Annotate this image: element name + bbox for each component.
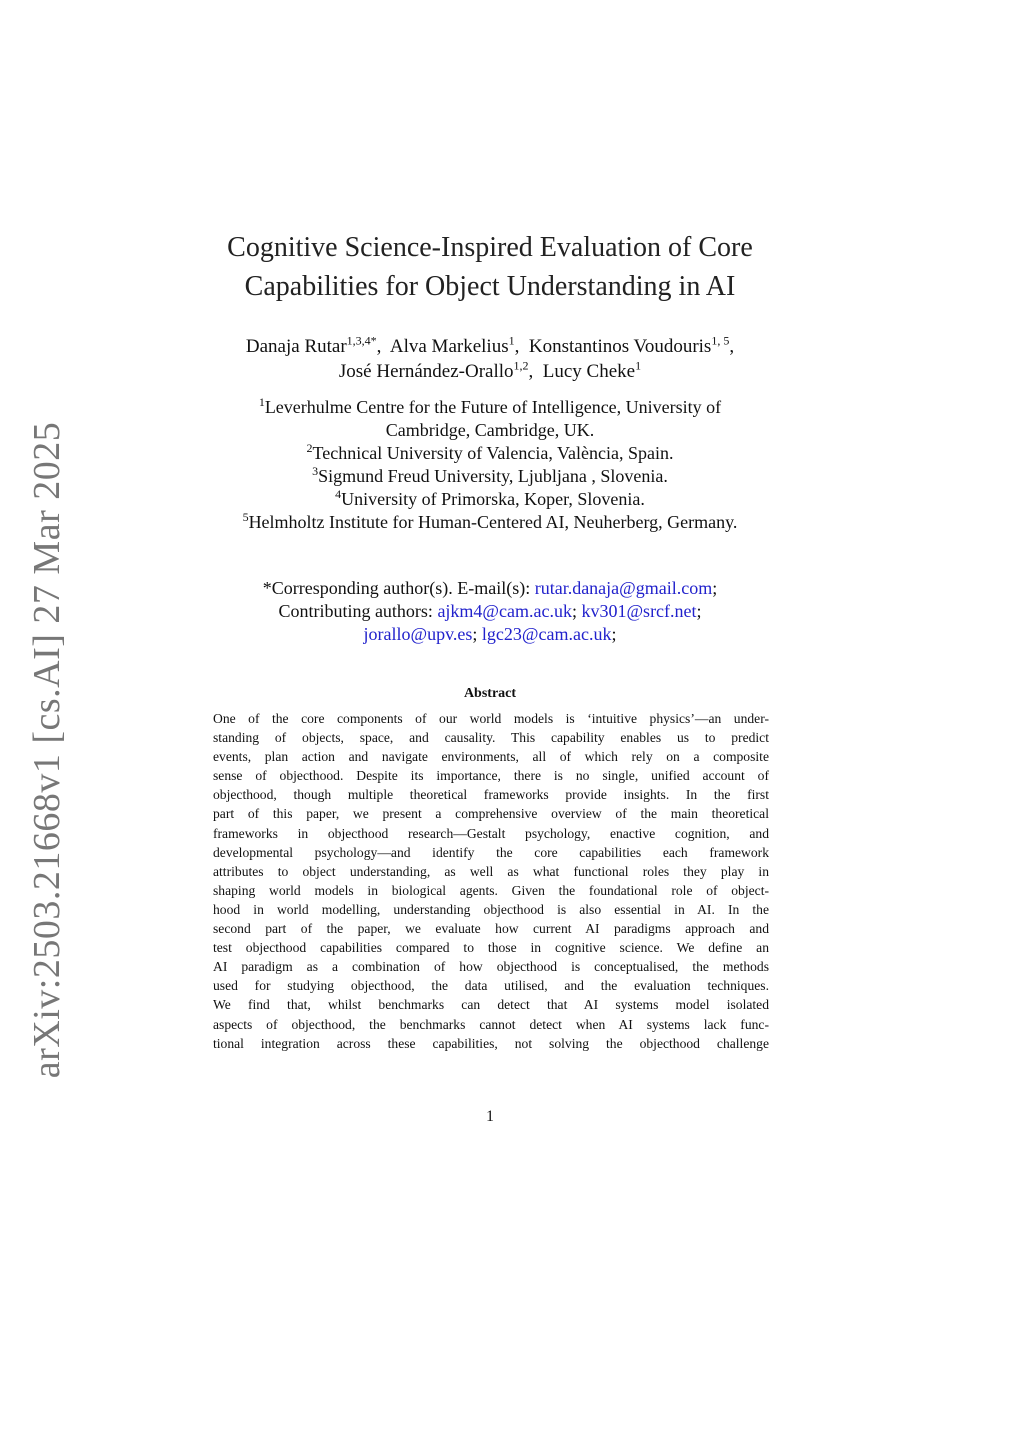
author-name: Lucy Cheke bbox=[542, 361, 636, 382]
contributing-line bbox=[140, 600, 840, 623]
author-affil-marker: 1 bbox=[635, 358, 642, 373]
page-number: 1 bbox=[486, 1108, 494, 1125]
separator: ; bbox=[712, 578, 718, 598]
arxiv-identifier: arXiv:2503.21668v1 [cs.AI] 27 Mar 2025 bbox=[26, 421, 68, 1079]
paper-title bbox=[140, 228, 840, 306]
abstract-line: We find that, whilst benchmarks can detect that AI systems model isolated bbox=[213, 997, 769, 1013]
affiliation-text: Leverhulme Centre for the Future of Intelligence, University of bbox=[264, 397, 722, 417]
affiliation-marker: 1 bbox=[258, 395, 265, 409]
affiliation-4 bbox=[140, 488, 840, 511]
author-list bbox=[140, 334, 840, 384]
separator: ; bbox=[696, 601, 702, 621]
affiliation-marker: 5 bbox=[242, 510, 249, 524]
abstract-line: One of the core components of our world models is ‘intuitive physics’—an under- bbox=[213, 711, 769, 726]
abstract-line: aspects of objecthood, the benchmarks cannot detect when AI systems lack func- bbox=[213, 1016, 769, 1032]
affiliation-marker: 4 bbox=[335, 487, 342, 501]
abstract-line: objecthood, though multiple theoretical frameworks provide insights. In the first bbox=[213, 787, 769, 803]
affiliation-marker: 2 bbox=[306, 441, 313, 455]
abstract-line: events, plan action and navigate environments, all of which rely on a composite bbox=[213, 749, 769, 765]
author-affil-marker: 1,3,4* bbox=[346, 333, 377, 348]
affiliation-2 bbox=[140, 442, 840, 465]
abstract-line: sense of objecthood. Despite its importance, there is no single, unified account of bbox=[213, 768, 769, 784]
affiliation-3 bbox=[140, 465, 840, 488]
separator: ; bbox=[571, 601, 577, 621]
affiliation-text: Technical University of Valencia, València, Spain. bbox=[312, 443, 674, 463]
affiliation-marker: 3 bbox=[312, 464, 319, 478]
abstract-body bbox=[213, 709, 769, 1053]
abstract-line: shaping world models in biological agents. Given the foundational role of object- bbox=[213, 882, 769, 898]
affiliation-1 bbox=[140, 396, 840, 419]
author-line-2: José Hernández-Orallo$^{1,2}$, Lucy Cheke$^1$ bbox=[338, 358, 642, 382]
author-name: José Hernández-Orallo bbox=[338, 361, 514, 382]
affiliation-text: Sigmund Freud University, Ljubljana , Slovenia. bbox=[318, 466, 668, 486]
affiliations bbox=[140, 396, 840, 534]
separator: ; bbox=[472, 624, 478, 644]
corresponding-line bbox=[140, 577, 840, 600]
abstract-line: AI paradigm as a combination of how objecthood is conceptualised, the methods bbox=[213, 959, 769, 975]
author-affil-marker: 1 bbox=[508, 333, 515, 348]
email-link[interactable]: jorallo@upv.es bbox=[363, 624, 473, 644]
affiliation-text: Helmholtz Institute for Human-Centered AI, Neuherberg, Germany. bbox=[248, 512, 738, 532]
abstract-line: attributes to object understanding, as well as what functional roles they play in bbox=[213, 863, 769, 879]
author-affil-marker: 1,2 bbox=[513, 358, 529, 373]
abstract-line: frameworks in objecthood research—Gestalt psychology, enactive cognition, and bbox=[213, 825, 769, 841]
email-link[interactable]: kv301@srcf.net bbox=[581, 601, 697, 621]
email-link[interactable]: ajkm4@cam.ac.uk bbox=[437, 601, 572, 621]
author-line-1: Danaja Rutar$^{1,3,4*}$, Alva Markelius$^1$, Konstantinos Voudouris$^{1, 5}$, bbox=[245, 333, 735, 357]
abstract-line: standing of objects, space, and causality. This capability enables us to predict bbox=[213, 730, 769, 746]
contact-info bbox=[140, 577, 840, 646]
abstract-heading: Abstract bbox=[463, 686, 517, 701]
abstract-line: part of this paper, we present a comprehensive overview of the main theoretical bbox=[213, 806, 769, 822]
author-name: Danaja Rutar bbox=[245, 336, 347, 357]
author-name: Alva Markelius bbox=[389, 336, 509, 357]
affiliation-1-continued: Cambridge, Cambridge, UK. bbox=[385, 420, 595, 440]
contributing-line-2 bbox=[140, 623, 840, 646]
abstract-line: tional integration across these capabilities, not solving the objecthood challenge bbox=[213, 1035, 769, 1051]
email-link[interactable]: lgc23@cam.ac.uk bbox=[481, 624, 612, 644]
title-line-1: Cognitive Science-Inspired Evaluation of Core bbox=[227, 232, 753, 263]
abstract-line: test objecthood capabilities compared to those in cognitive science. We define an bbox=[213, 940, 769, 956]
abstract-line: used for studying objecthood, the data utilised, and the evaluation techniques. bbox=[213, 978, 769, 994]
contributing-label: Contributing authors: bbox=[278, 601, 438, 621]
affiliation-text: University of Primorska, Koper, Slovenia. bbox=[341, 489, 645, 509]
title-line-2: Capabilities for Object Understanding in AI bbox=[244, 271, 736, 302]
abstract-line: second part of the paper, we evaluate how current AI paradigms approach and bbox=[213, 921, 769, 937]
corresponding-label: *Corresponding author(s). E-mail(s): bbox=[262, 578, 535, 598]
author-name: Konstantinos Voudouris bbox=[528, 336, 712, 357]
affiliation-5 bbox=[140, 511, 840, 534]
author-affil-marker: 1, 5 bbox=[711, 333, 730, 348]
email-link[interactable]: rutar.danaja@gmail.com bbox=[534, 578, 713, 598]
abstract-line: hood in world modelling, understanding objecthood is also essential in AI. In the bbox=[213, 901, 769, 917]
separator: ; bbox=[611, 624, 617, 644]
abstract-line: developmental psychology—and identify the core capabilities each framework bbox=[213, 844, 769, 860]
